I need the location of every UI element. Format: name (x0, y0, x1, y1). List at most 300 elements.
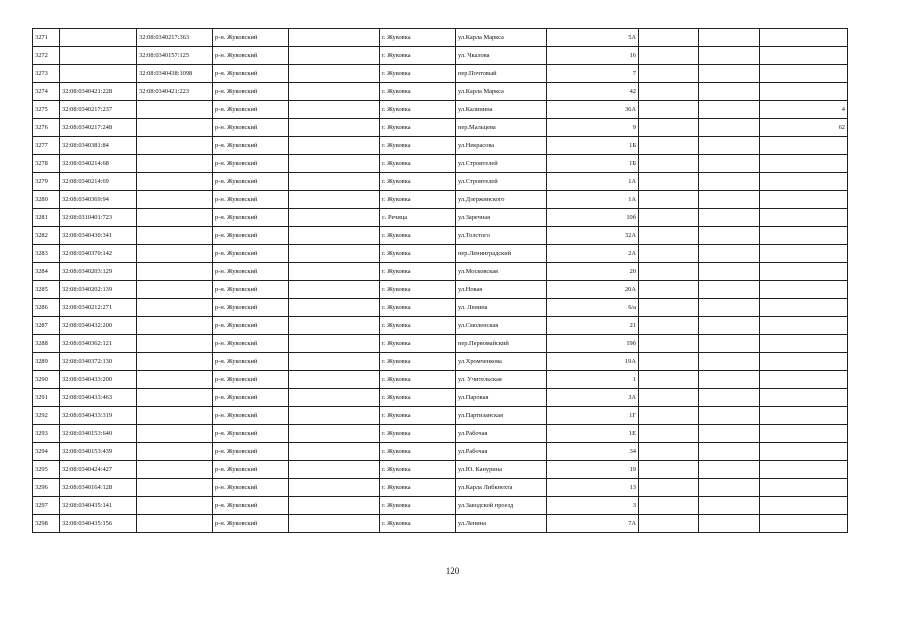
district-cell: р-н. Жуковский (213, 101, 289, 119)
empty-cell (289, 191, 380, 209)
table-row (33, 479, 848, 497)
parent-cadastral-number-cell (137, 101, 213, 119)
district-cell: р-н. Жуковский (213, 209, 289, 227)
empty-cell (639, 479, 699, 497)
empty-cell (639, 425, 699, 443)
street-cell: ул.Карла Маркса (456, 29, 547, 47)
empty-cell (699, 353, 760, 371)
empty-cell (289, 515, 380, 533)
house-number-cell: 21 (547, 317, 639, 335)
apartment-number-cell (760, 263, 848, 281)
street-cell: ул.Карла Маркса (456, 83, 547, 101)
district-cell: р-н. Жуковский (213, 191, 289, 209)
empty-cell (639, 353, 699, 371)
apartment-number-cell (760, 191, 848, 209)
row-number-cell: 3280 (33, 191, 60, 209)
parent-cadastral-number-cell (137, 443, 213, 461)
apartment-number-cell (760, 407, 848, 425)
row-number-cell: 3282 (33, 227, 60, 245)
empty-cell (699, 245, 760, 263)
empty-cell (699, 119, 760, 137)
parent-cadastral-number-cell: 32:08:0340217:363 (137, 29, 213, 47)
table-row (33, 515, 848, 533)
row-number-cell: 3291 (33, 389, 60, 407)
house-number-cell: 7А (547, 515, 639, 533)
empty-cell (639, 245, 699, 263)
cadastral-number-cell: 32:08:0340202:139 (60, 281, 137, 299)
cadastral-number-cell (60, 29, 137, 47)
parent-cadastral-number-cell (137, 191, 213, 209)
parent-cadastral-number-cell (137, 461, 213, 479)
house-number-cell: 7 (547, 65, 639, 83)
parent-cadastral-number-cell (137, 137, 213, 155)
street-cell: ул.Заводской проезд (456, 497, 547, 515)
empty-cell (699, 281, 760, 299)
cadastral-number-cell: 32:08:0340433:319 (60, 407, 137, 425)
settlement-cell: г. Жуковка (380, 137, 456, 155)
apartment-number-cell (760, 245, 848, 263)
cadastral-number-cell: 32:08:0340362:121 (60, 335, 137, 353)
settlement-cell: г. Жуковка (380, 461, 456, 479)
table-row (33, 353, 848, 371)
cadastral-number-cell: 32:08:0340432:200 (60, 317, 137, 335)
cadastral-number-cell: 32:08:0340217:248 (60, 119, 137, 137)
apartment-number-cell: 4 (760, 101, 848, 119)
empty-cell (639, 209, 699, 227)
district-cell: р-н. Жуковский (213, 461, 289, 479)
settlement-cell: г. Жуковка (380, 479, 456, 497)
table-row (33, 443, 848, 461)
empty-cell (639, 65, 699, 83)
row-number-cell: 3296 (33, 479, 60, 497)
registry-rows (33, 29, 848, 533)
cadastral-number-cell: 32:08:0340433:200 (60, 371, 137, 389)
empty-cell (699, 443, 760, 461)
empty-cell (639, 263, 699, 281)
house-number-cell: 1А (547, 173, 639, 191)
cadastral-number-cell: 32:08:0340214:68 (60, 155, 137, 173)
parent-cadastral-number-cell (137, 263, 213, 281)
empty-cell (289, 155, 380, 173)
empty-cell (699, 65, 760, 83)
empty-cell (289, 47, 380, 65)
row-number-cell: 3271 (33, 29, 60, 47)
street-cell: ул.Толстого (456, 227, 547, 245)
empty-cell (289, 497, 380, 515)
cadastral-number-cell: 32:08:0340435:156 (60, 515, 137, 533)
registry-table (32, 28, 848, 533)
empty-cell (639, 299, 699, 317)
empty-cell (289, 299, 380, 317)
empty-cell (289, 317, 380, 335)
empty-cell (699, 407, 760, 425)
street-cell: ул.Дзержинского (456, 191, 547, 209)
apartment-number-cell (760, 389, 848, 407)
street-cell: ул.Паровая (456, 389, 547, 407)
settlement-cell: г. Жуковка (380, 281, 456, 299)
parent-cadastral-number-cell (137, 173, 213, 191)
cadastral-number-cell: 32:08:0340435:141 (60, 497, 137, 515)
district-cell: р-н. Жуковский (213, 29, 289, 47)
row-number-cell: 3281 (33, 209, 60, 227)
cadastral-number-cell: 32:08:0340217:237 (60, 101, 137, 119)
parent-cadastral-number-cell (137, 425, 213, 443)
table-row (33, 461, 848, 479)
cadastral-number-cell: 32:08:0340421:228 (60, 83, 137, 101)
apartment-number-cell (760, 443, 848, 461)
row-number-cell: 3286 (33, 299, 60, 317)
settlement-cell: г. Жуковка (380, 47, 456, 65)
house-number-cell: 19А (547, 353, 639, 371)
district-cell: р-н. Жуковский (213, 407, 289, 425)
parent-cadastral-number-cell (137, 155, 213, 173)
row-number-cell: 3275 (33, 101, 60, 119)
street-cell: ул.Некрасова (456, 137, 547, 155)
apartment-number-cell (760, 497, 848, 515)
table-row (33, 101, 848, 119)
parent-cadastral-number-cell (137, 515, 213, 533)
empty-cell (289, 335, 380, 353)
empty-cell (699, 299, 760, 317)
cadastral-number-cell: 32:08:0340424:427 (60, 461, 137, 479)
settlement-cell: г. Жуковка (380, 83, 456, 101)
apartment-number-cell (760, 83, 848, 101)
house-number-cell: 2А (547, 245, 639, 263)
settlement-cell: г. Жуковка (380, 371, 456, 389)
empty-cell (639, 47, 699, 65)
row-number-cell: 3294 (33, 443, 60, 461)
table-row (33, 209, 848, 227)
district-cell: р-н. Жуковский (213, 65, 289, 83)
row-number-cell: 3283 (33, 245, 60, 263)
empty-cell (639, 515, 699, 533)
district-cell: р-н. Жуковский (213, 515, 289, 533)
house-number-cell: 3А (547, 389, 639, 407)
street-cell: ул.Строителей (456, 155, 547, 173)
house-number-cell: 36А (547, 101, 639, 119)
parent-cadastral-number-cell: 32:08:0340438:1098 (137, 65, 213, 83)
cadastral-number-cell: 32:08:0340203:129 (60, 263, 137, 281)
empty-cell (639, 443, 699, 461)
house-number-cell: 1Б (547, 137, 639, 155)
table-row (33, 263, 848, 281)
apartment-number-cell (760, 281, 848, 299)
parent-cadastral-number-cell (137, 245, 213, 263)
table-row (33, 65, 848, 83)
street-cell: ул.Ю. Канурина (456, 461, 547, 479)
empty-cell (699, 209, 760, 227)
cadastral-number-cell: 32:08:0340214:69 (60, 173, 137, 191)
street-cell: пер.Почтовый (456, 65, 547, 83)
apartment-number-cell: 62 (760, 119, 848, 137)
cadastral-number-cell: 32:08:0340164:128 (60, 479, 137, 497)
table-row (33, 389, 848, 407)
settlement-cell: г. Жуковка (380, 335, 456, 353)
district-cell: р-н. Жуковский (213, 497, 289, 515)
row-number-cell: 3274 (33, 83, 60, 101)
row-number-cell: 3279 (33, 173, 60, 191)
table-row (33, 191, 848, 209)
empty-cell (639, 461, 699, 479)
district-cell: р-н. Жуковский (213, 371, 289, 389)
empty-cell (289, 227, 380, 245)
empty-cell (639, 281, 699, 299)
settlement-cell: г. Жуковка (380, 317, 456, 335)
street-cell: ул.Смоленская (456, 317, 547, 335)
street-cell: пер.Первомайский (456, 335, 547, 353)
district-cell: р-н. Жуковский (213, 137, 289, 155)
apartment-number-cell (760, 173, 848, 191)
empty-cell (639, 155, 699, 173)
house-number-cell: 20А (547, 281, 639, 299)
table-row (33, 119, 848, 137)
district-cell: р-н. Жуковский (213, 425, 289, 443)
house-number-cell: 10б (547, 209, 639, 227)
empty-cell (699, 497, 760, 515)
settlement-cell: г. Жуковка (380, 299, 456, 317)
district-cell: р-н. Жуковский (213, 317, 289, 335)
table-row (33, 317, 848, 335)
settlement-cell: г. Жуковка (380, 407, 456, 425)
settlement-cell: г. Жуковка (380, 263, 456, 281)
district-cell: р-н. Жуковский (213, 335, 289, 353)
row-number-cell: 3272 (33, 47, 60, 65)
apartment-number-cell (760, 371, 848, 389)
empty-cell (289, 83, 380, 101)
street-cell: ул. Ленина (456, 299, 547, 317)
apartment-number-cell (760, 353, 848, 371)
street-cell: ул.Строителей (456, 173, 547, 191)
row-number-cell: 3273 (33, 65, 60, 83)
house-number-cell: 42 (547, 83, 639, 101)
street-cell: ул.Рабочая (456, 425, 547, 443)
street-cell: ул.Заречная (456, 209, 547, 227)
street-cell: пер.Мальцева (456, 119, 547, 137)
district-cell: р-н. Жуковский (213, 47, 289, 65)
empty-cell (699, 317, 760, 335)
empty-cell (639, 407, 699, 425)
empty-cell (289, 461, 380, 479)
house-number-cell: 20 (547, 263, 639, 281)
parent-cadastral-number-cell (137, 389, 213, 407)
row-number-cell: 3297 (33, 497, 60, 515)
empty-cell (289, 263, 380, 281)
street-cell: ул.Партизанская (456, 407, 547, 425)
empty-cell (639, 389, 699, 407)
table-row (33, 335, 848, 353)
empty-cell (639, 29, 699, 47)
empty-cell (699, 389, 760, 407)
district-cell: р-н. Жуковский (213, 281, 289, 299)
house-number-cell: 19 (547, 461, 639, 479)
row-number-cell: 3289 (33, 353, 60, 371)
settlement-cell: г. Жуковка (380, 119, 456, 137)
empty-cell (289, 137, 380, 155)
house-number-cell: 1Е (547, 425, 639, 443)
empty-cell (639, 137, 699, 155)
house-number-cell: 6/а (547, 299, 639, 317)
street-cell: ул. Чкалова (456, 47, 547, 65)
cadastral-number-cell: 32:08:0340153:439 (60, 443, 137, 461)
row-number-cell: 3278 (33, 155, 60, 173)
empty-cell (699, 47, 760, 65)
house-number-cell: 32А (547, 227, 639, 245)
table-row (33, 155, 848, 173)
apartment-number-cell (760, 299, 848, 317)
row-number-cell: 3284 (33, 263, 60, 281)
empty-cell (289, 29, 380, 47)
table-row (33, 173, 848, 191)
empty-cell (289, 101, 380, 119)
house-number-cell: 5А (547, 29, 639, 47)
settlement-cell: г. Жуковка (380, 173, 456, 191)
district-cell: р-н. Жуковский (213, 119, 289, 137)
empty-cell (699, 83, 760, 101)
cadastral-number-cell: 32:08:0340212:271 (60, 299, 137, 317)
row-number-cell: 3298 (33, 515, 60, 533)
row-number-cell: 3288 (33, 335, 60, 353)
empty-cell (639, 191, 699, 209)
settlement-cell: с. Речица (380, 209, 456, 227)
empty-cell (639, 335, 699, 353)
table-row (33, 29, 848, 47)
empty-cell (289, 407, 380, 425)
row-number-cell: 3276 (33, 119, 60, 137)
row-number-cell: 3277 (33, 137, 60, 155)
apartment-number-cell (760, 227, 848, 245)
district-cell: р-н. Жуковский (213, 155, 289, 173)
parent-cadastral-number-cell (137, 119, 213, 137)
apartment-number-cell (760, 425, 848, 443)
empty-cell (639, 83, 699, 101)
empty-cell (289, 443, 380, 461)
district-cell: р-н. Жуковский (213, 263, 289, 281)
table-row (33, 227, 848, 245)
street-cell: ул.Карла Либкнехта (456, 479, 547, 497)
table-row (33, 137, 848, 155)
house-number-cell: 9 (547, 119, 639, 137)
table-row (33, 425, 848, 443)
cadastral-number-cell: 32:08:0340370:142 (60, 245, 137, 263)
empty-cell (699, 101, 760, 119)
settlement-cell: г. Жуковка (380, 443, 456, 461)
settlement-cell: г. Жуковка (380, 245, 456, 263)
table-row (33, 245, 848, 263)
settlement-cell: г. Жуковка (380, 191, 456, 209)
empty-cell (699, 515, 760, 533)
house-number-cell: 1Б (547, 155, 639, 173)
parent-cadastral-number-cell (137, 209, 213, 227)
empty-cell (289, 209, 380, 227)
empty-cell (699, 155, 760, 173)
row-number-cell: 3295 (33, 461, 60, 479)
street-cell: ул. Учительская (456, 371, 547, 389)
table-row (33, 299, 848, 317)
empty-cell (699, 137, 760, 155)
empty-cell (639, 173, 699, 191)
district-cell: р-н. Жуковский (213, 353, 289, 371)
district-cell: р-н. Жуковский (213, 83, 289, 101)
house-number-cell: 16 (547, 47, 639, 65)
settlement-cell: г. Жуковка (380, 497, 456, 515)
apartment-number-cell (760, 479, 848, 497)
settlement-cell: г. Жуковка (380, 353, 456, 371)
empty-cell (699, 173, 760, 191)
cadastral-number-cell: 32:08:0340430:341 (60, 227, 137, 245)
empty-cell (289, 425, 380, 443)
apartment-number-cell (760, 29, 848, 47)
street-cell: пер.Ленинградский (456, 245, 547, 263)
parent-cadastral-number-cell (137, 497, 213, 515)
empty-cell (289, 389, 380, 407)
cadastral-number-cell: 32:08:0340153:640 (60, 425, 137, 443)
parent-cadastral-number-cell (137, 335, 213, 353)
district-cell: р-н. Жуковский (213, 443, 289, 461)
street-cell: ул.Хромченкова (456, 353, 547, 371)
house-number-cell: 19б (547, 335, 639, 353)
cadastral-number-cell: 32:08:0310401:723 (60, 209, 137, 227)
empty-cell (289, 119, 380, 137)
parent-cadastral-number-cell (137, 227, 213, 245)
apartment-number-cell (760, 209, 848, 227)
table-row (33, 371, 848, 389)
empty-cell (289, 65, 380, 83)
settlement-cell: г. Жуковка (380, 65, 456, 83)
empty-cell (699, 461, 760, 479)
district-cell: р-н. Жуковский (213, 173, 289, 191)
apartment-number-cell (760, 335, 848, 353)
apartment-number-cell (760, 155, 848, 173)
empty-cell (699, 335, 760, 353)
street-cell: ул.Ленина (456, 515, 547, 533)
house-number-cell: 13 (547, 479, 639, 497)
parent-cadastral-number-cell (137, 479, 213, 497)
cadastral-number-cell (60, 47, 137, 65)
district-cell: р-н. Жуковский (213, 389, 289, 407)
empty-cell (699, 191, 760, 209)
empty-cell (639, 317, 699, 335)
cadastral-number-cell (60, 65, 137, 83)
house-number-cell: 34 (547, 443, 639, 461)
parent-cadastral-number-cell: 32:08:0340421:223 (137, 83, 213, 101)
cadastral-number-cell: 32:08:0340381:84 (60, 137, 137, 155)
empty-cell (639, 119, 699, 137)
page-number: 120 (445, 566, 460, 576)
house-number-cell: 3 (547, 497, 639, 515)
settlement-cell: г. Жуковка (380, 29, 456, 47)
settlement-cell: г. Жуковка (380, 227, 456, 245)
table-row (33, 407, 848, 425)
empty-cell (289, 479, 380, 497)
empty-cell (639, 371, 699, 389)
street-cell: ул.Калинина (456, 101, 547, 119)
district-cell: р-н. Жуковский (213, 245, 289, 263)
empty-cell (699, 263, 760, 281)
empty-cell (289, 371, 380, 389)
empty-cell (289, 245, 380, 263)
district-cell: р-н. Жуковский (213, 479, 289, 497)
street-cell: ул.Московская (456, 263, 547, 281)
apartment-number-cell (760, 461, 848, 479)
row-number-cell: 3292 (33, 407, 60, 425)
cadastral-number-cell: 32:08:0340372:130 (60, 353, 137, 371)
table-row (33, 47, 848, 65)
cadastral-number-cell: 32:08:0340369:94 (60, 191, 137, 209)
empty-cell (639, 227, 699, 245)
empty-cell (639, 101, 699, 119)
street-cell: ул.Новая (456, 281, 547, 299)
house-number-cell: 1Г (547, 407, 639, 425)
